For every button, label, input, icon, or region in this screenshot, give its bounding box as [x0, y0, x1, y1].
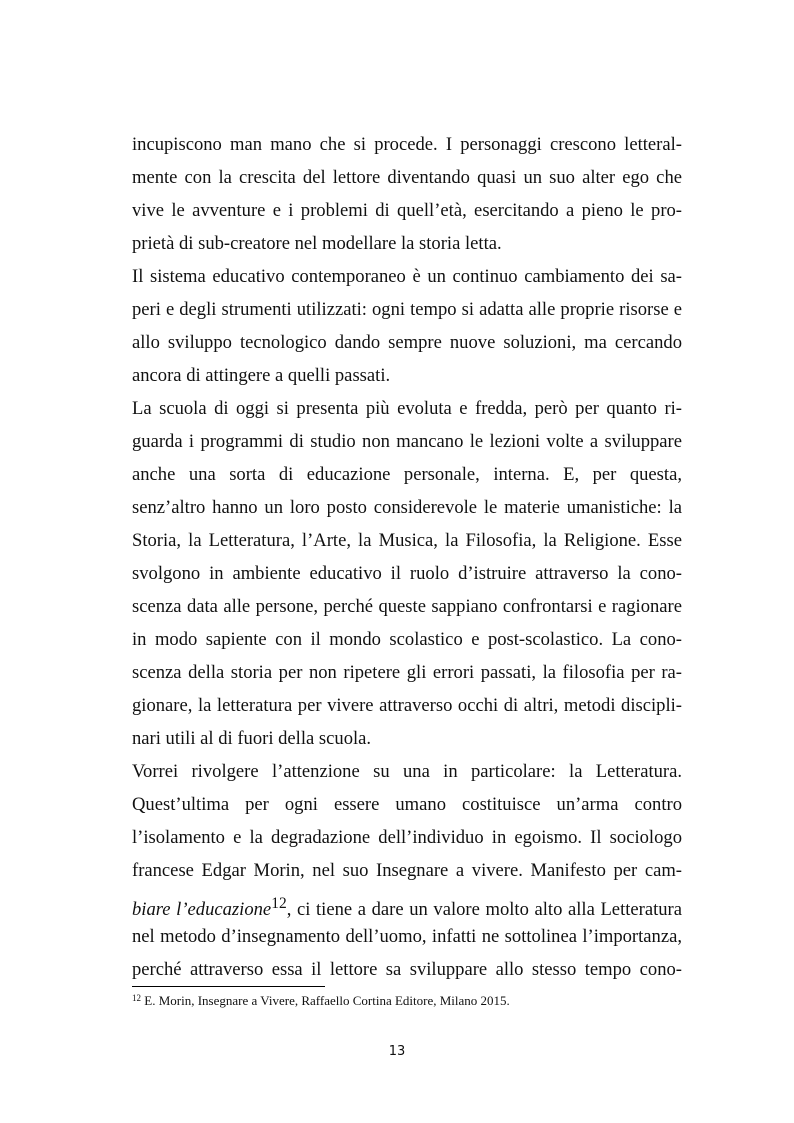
text-line: in modo sapiente con il mondo scolastico e post-scolastico. La cono-	[132, 629, 682, 650]
text-line: vive le avventure e i problemi di quell’età, esercitando a pieno le pro-	[132, 200, 682, 221]
text-line: Quest’ultima per ogni essere umano costituisce un’arma contro	[132, 794, 682, 815]
text-line: l’isolamento e la degradazione dell’individuo in egoismo. Il sociologo	[132, 827, 682, 848]
text-fragment: , ci tiene a dare un valore molto alto alla Letteratura	[286, 899, 682, 921]
text-line: peri e degli strumenti utilizzati: ogni tempo si adatta alle proprie risorse e	[132, 299, 682, 320]
text-line: nel metodo d’insegnamento dell’uomo, infatti ne sottolinea l’importanza,	[132, 926, 682, 947]
text-line: Storia, la Letteratura, l’Arte, la Musica, la Filosofia, la Religione. Esse	[132, 530, 682, 551]
text-line: prietà di sub-creatore nel modellare la storia letta.	[132, 233, 502, 254]
text-line: gionare, la letteratura per vivere attraverso occhi di altri, metodi discipli-	[132, 695, 682, 716]
text-line: incupiscono man mano che si procede. I personaggi crescono letteral-	[132, 134, 682, 155]
text-line: scenza della storia per non ripetere gli errori passati, la filosofia per ra-	[132, 662, 682, 683]
text-line: anche una sorta di educazione personale, interna. E, per questa,	[132, 464, 682, 485]
text-line: svolgono in ambiente educativo il ruolo d’istruire attraverso la cono-	[132, 563, 682, 584]
text-line: ancora di attingere a quelli passati.	[132, 365, 391, 386]
text-line: allo sviluppo tecnologico dando sempre nuove soluzioni, ma cercando	[132, 332, 682, 353]
text-line: Vorrei rivolgere l’attenzione su una in particolare: la Letteratura.	[132, 761, 682, 782]
book-title-italic: biare l’educazione	[132, 899, 272, 921]
text-line: guarda i programmi di studio non mancano le lezioni volte a sviluppare	[132, 431, 682, 452]
footnote-separator	[132, 986, 325, 987]
text-line: La scuola di oggi si presenta più evoluta e fredda, però per quanto ri-	[132, 398, 682, 419]
text-line: mente con la crescita del lettore diventando quasi un suo alter ego che	[132, 167, 682, 188]
footnote-reference[interactable]: 12	[271, 895, 287, 912]
text-line: Il sistema educativo contemporaneo è un continuo cambiamento dei sa-	[132, 266, 682, 287]
footnote	[132, 993, 510, 1009]
text-line: nari utili al di fuori della scuola.	[132, 728, 372, 749]
text-line: perché attraverso essa il lettore sa sviluppare allo stesso tempo cono-	[132, 959, 682, 980]
text-line: francese Edgar Morin, nel suo Insegnare a vivere. Manifesto per cam-	[132, 860, 682, 881]
footnote-text: E. Morin, Insegnare a Vivere, Raffaello Cortina Editore, Milano 2015.	[141, 993, 510, 1008]
footnote-number: 12	[132, 993, 141, 1003]
body-text	[132, 128, 682, 986]
text-line: scenza data alle persone, perché queste sappiano confrontarsi e ragionare	[132, 596, 682, 617]
text-line-with-footnote-ref	[132, 887, 682, 920]
page-number: 13	[388, 1044, 406, 1059]
text-line: senz’altro hanno un loro posto considerevole le materie umanistiche: la	[132, 497, 682, 518]
